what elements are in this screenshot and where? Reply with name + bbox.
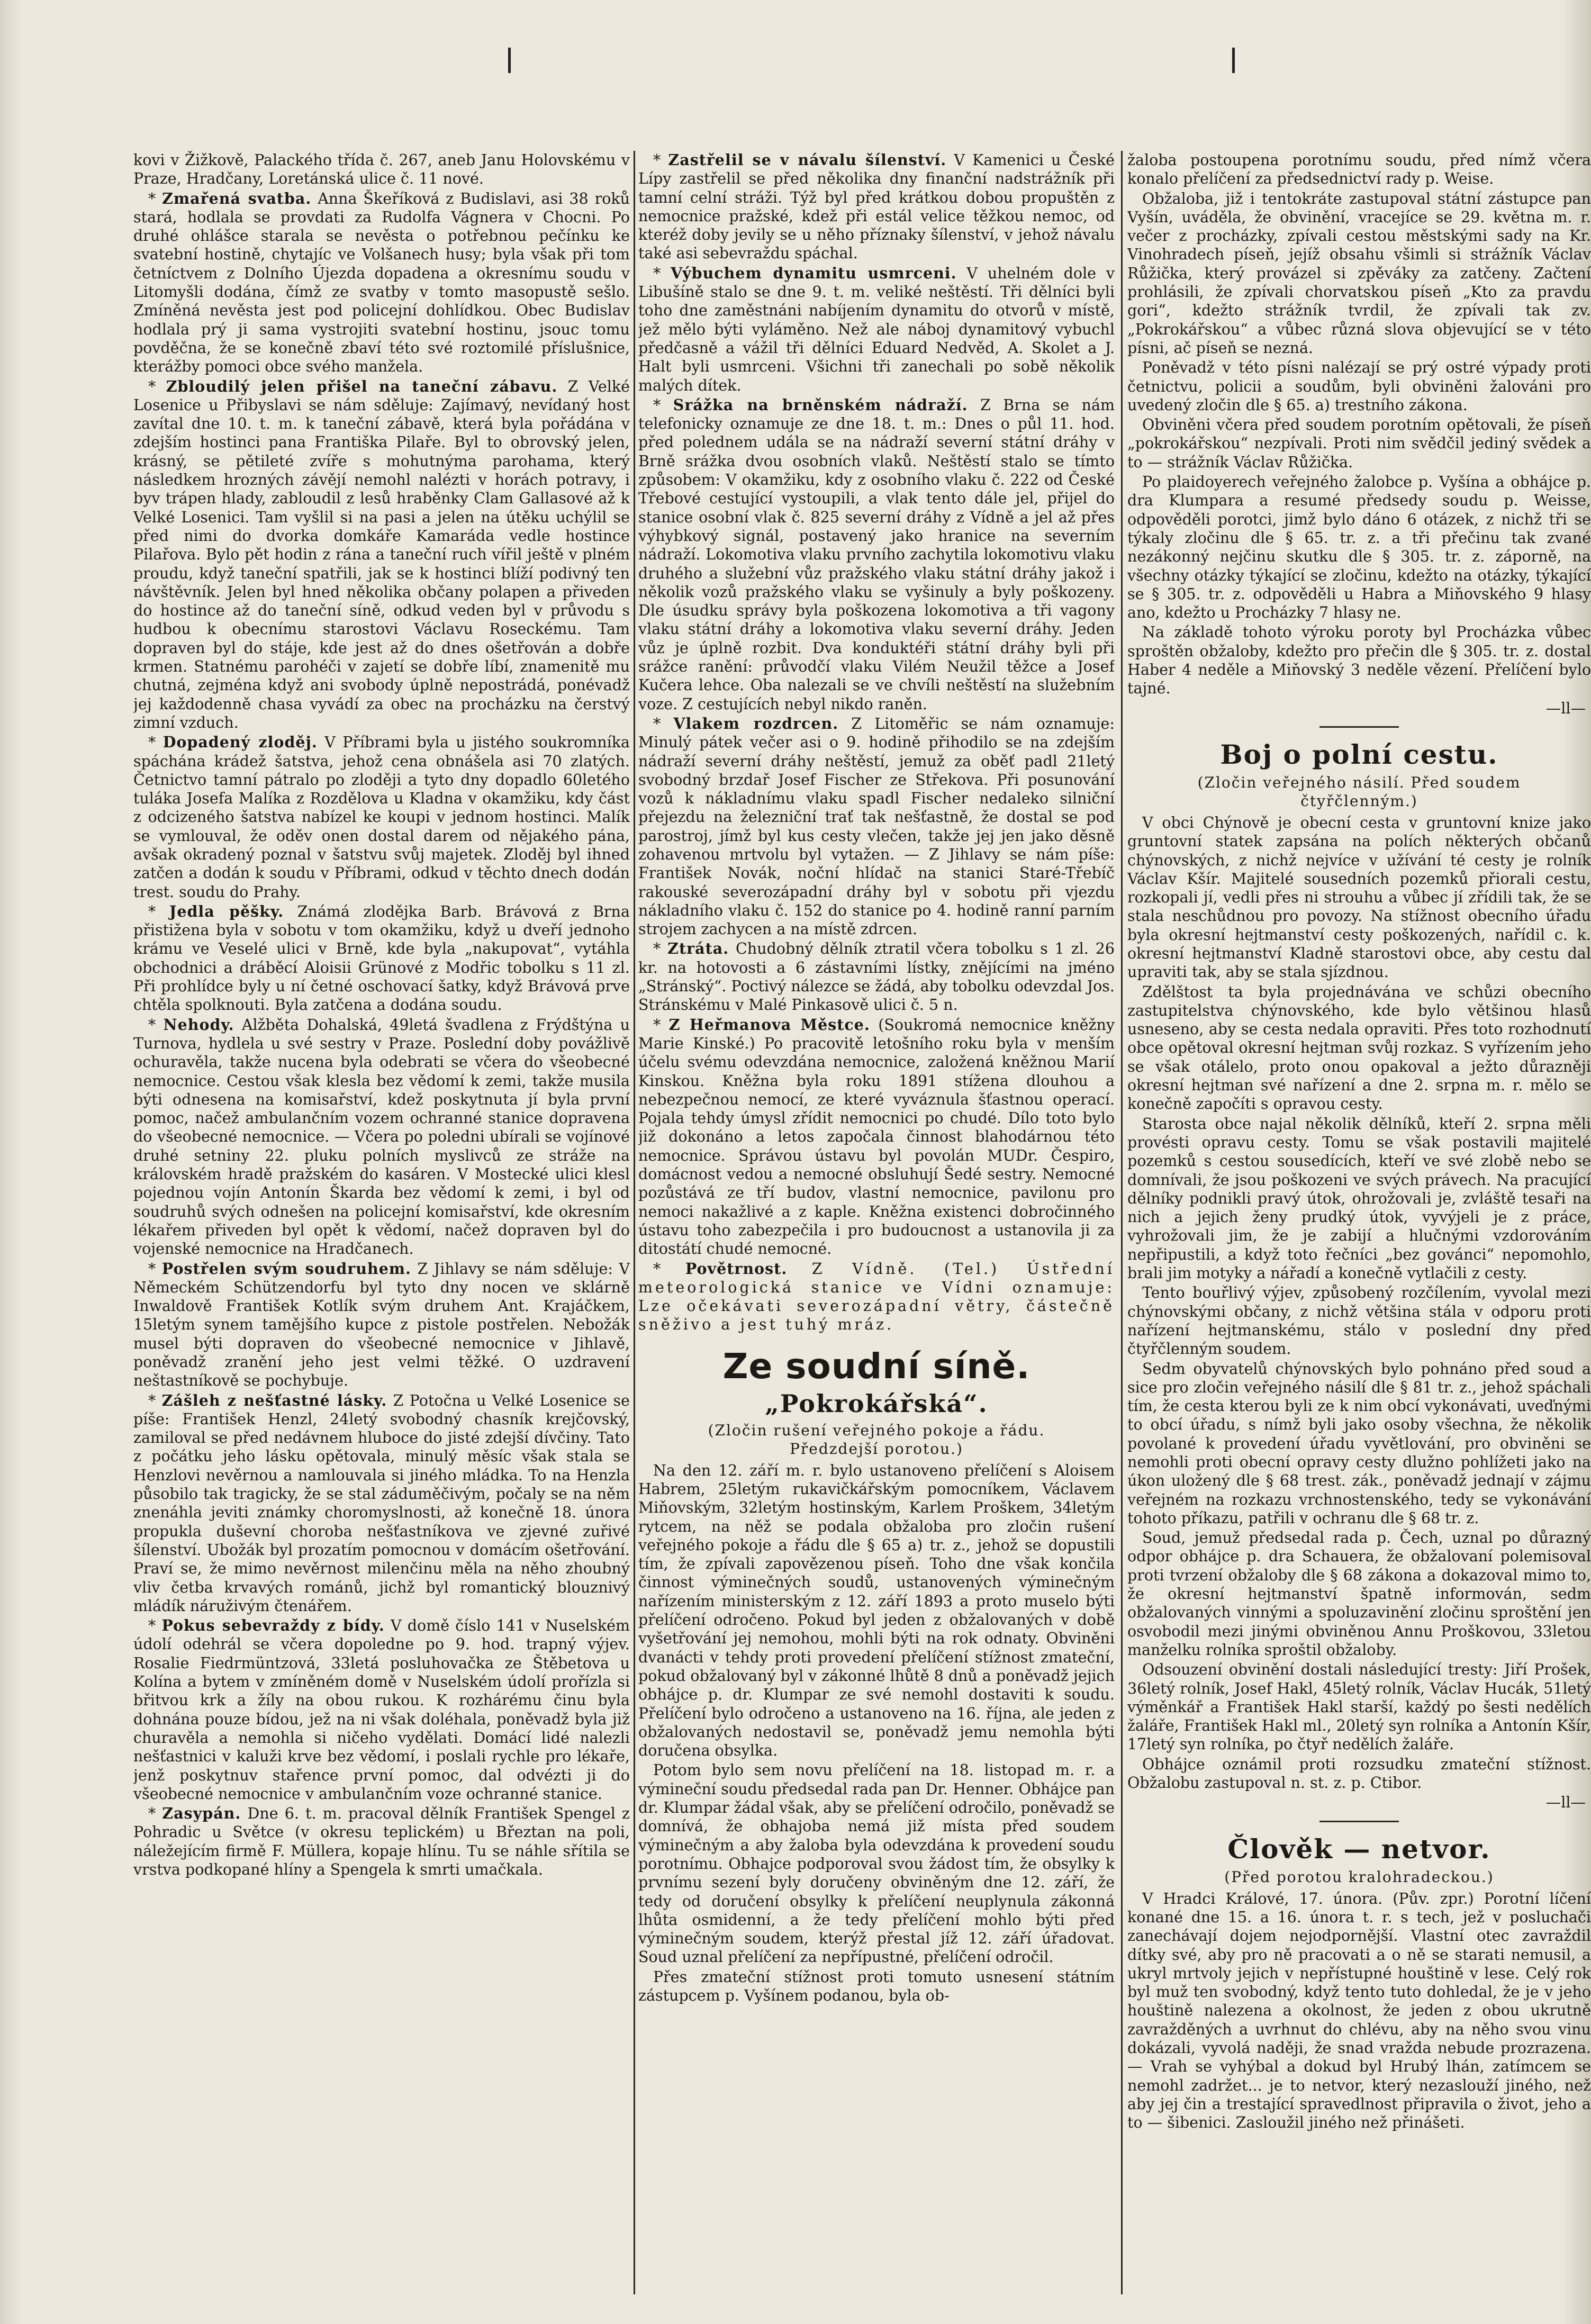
court-report-paragraph: Sedm obyvatelů chýnovských bylo pohnáno před soud a sice pro zločin veřejného násilí dle § 81 tr. z., jehož spáchali tím, že cesta kterou byli ze k nim obcí vykonávati, uveďnými to obcí úřadu, s nímž byli jako osoby všechna, že několik povolané k provedení úřadu vyvětlování, pro obviněni se nemohli proti obecní opravy cesty dlužno pohlížeti jako na úkon uložený dle § 68 trest. zák., poněvadž jednají v zájmu veřejném na rozkazu vrchnostenského, tedy se vykonávání tohoto příkazu, patřili v ochranu dle § 68 tr. z.: [1127, 1360, 1591, 1527]
author-signature: —ll—: [1545, 1794, 1586, 1812]
column-1-articles: [133, 189, 630, 1879]
news-item-heading: Nehody.: [163, 1015, 234, 1034]
news-item-text: Alžběta Dohalská, 49letá švadlena z Frýdštýna u Turnova, hydlela u své sestry v Praze. Poslední doby povážlivě ochuravěla, takže nucena byla odebrati se včera do všeobecné nemocnice. Cestou však klesla bez vědomí k zemi, takže musila býti odnesena na komisařství, kdež poskytnuta jí byla první pomoc, načež ambulančním vozem ochranné stanice dopravena do všeobecné nemocnice. — Včera po poledni ubírali se vojínové druhé setniny 22. pluku polních myslivců ze stráže na královském hradě pražském do kasáren. V Mostecké ulici klesl pojednou vojín Antonín Škarda bez vědomí k zemi, i byl od soudruhů svých odnešen na policejní komisařství, kde okresním lékařem přiveden byl opět k vědomí, načež dopraven byl do vojenské nemocnice na Hradčanech.: [133, 1016, 630, 1258]
news-item: * Zbloudilý jelen přišel na taneční zábavu. Z Velké Losenice u Přibyslavi se nám sděluje: Zajímavý, nevídaný host zavítal dne 10. t. m. k taneční zábavě, která byla pořádána v zdejším hostinci pana Františka Pilaře. Byl to obrovský jelen, krásný, se pětileté zvíře s mohutnýma parohama, který následkem hrozných závějí nemohl nalézti v horách potravy, i byv trápen hlady, zabloudil z lesů hraběnky Clam Gallasové až k Velké Losenici. Tam vyšlil si na pasi a jelen na útěku uchýlil se před nimi do dvorka domkáře Kamaráda vedle hostince Pilařova. Bylo pět hodin z rána a taneční ruch vířil ještě v plném proudu, když taneční spatřili, jak se k hostinci blíží podivný ten návštěvník. Jelen byl hned několika občany polapen a přiveden do hostince až do taneční síně, odkud veden byl v průvodu s hudbou k obecnímu starostovi Václavu Roseckému. Tam dopraven byl do stáje, kde jest až do dnes ošetřován a dobře krmen. Statnému parohéči v zajetí se dobře líbí, znamenitě mu chutná, zejména když ani svobody úplně nepostrádá, ponévadž jej každodenně chasa vyvádí za obec na procházku na čerstvý zimní vzduch.: [133, 377, 630, 731]
news-item: * Ztráta. Chudobný dělník ztratil včera tobolku s 1 zl. 26 kr. na hotovosti a 6 zástavními lístky, znějícími na jméno „Stránský“. Poctivý nálezce se žádá, aby tobolku odevzdal Jos. Stránskému v Malé Pinkasově ulici č. 5 n.: [638, 939, 1115, 1014]
court-report-paragraph: Poněvadž v této písni nalézají se prý ostré výpady proti četnictvu, policii a soudům, byli obviněni žalováni pro uvedený zločin dle § 65. a) trestního zákona.: [1127, 359, 1591, 414]
news-item-text: Z Litoměřic se nám oznamuje: Minulý pátek večer asi o 9. hodině přihodilo se na zdejším nádraží severní dráhy neštěstí, jemuž za oběť padl 21letý svobodný brzdař Josef Fischer ze Střekova. Při posunování vozů k nákladnímu vlaku spadl Fischer nedaleko silniční přejezdu na železniční trať tak nešťastně, že dostal se pod parostroj, jímž byl kus cesty vlečen, takže jej jen jako děsně zohavenou mrtvolu byl vytažen. — Z Jihlavy se nám píše: František Novák, noční hlídač na stanici Staré-Třebíč rakouské severozápadní dráhy byl v sobotu při vjezdu nákladního vlaku č. 152 do stanice po 4. hodině ranní parním strojem zachycen a na místě zdrcen.: [638, 715, 1115, 938]
court-report-paragraph: Zdělštost ta byla projednávána ve schůzi obecního zastupitelstva chýnovského, kde bylo většinou hlasů usneseno, aby se cesta nedala opraviti. Přes toto rozhodnutí obce opětoval okresní hejtman svůj rozkaz. S vyřízením jeho se však otálelo, proto onou opakoval a ježto důrazněji okresní hejtman své nařízení a dne 2. srpna m. r. mělo se konečně započíti s opravou cesty.: [1127, 983, 1591, 1113]
column-2: [638, 151, 1115, 2278]
news-item: * Srážka na brněnském nádraží. Z Brna se nám telefonicky oznamuje ze dne 18. t. m.: Dnes o půl 11. hod. před polednem udála se na nádraží severní státní dráhy v Brně srážka dvou osobních vlaků. Neštěstí stalo se tímto způsobem: V okamžiku, kdy z osobního vlaku č. 222 od České Třebové cestující vystoupili, a vlak tento dále jel, přijel do stanice osobní vlak č. 825 severní dráhy z Vídně a jel až přes výhybkový signál, postavený jako hranice na severním nádraží. Lokomotiva vlaku prvního zachytila lokomotivu vlaku druhého a služební vůz pražského vlaku státní dráhy jakož i několik vozů pražského vlaku se vyšinuly a byly poškozeny. Dle úsudku správy byla poškozena lokomotiva a tři vagony vlaku státní dráhy a lokomotiva vlaku severní dráhy. Jeden vůz je úplně rozbit. Dva konduktéři státní dráhy byli při srážce ranění: průvodčí vlaku Vilém Neužil těžce a Josef Kučera lehce. Oba nalezali se ve chvíli neštěstí na služebním voze. Z cestujících nebyl nikdo raněn.: [638, 395, 1115, 713]
margin-mark: [508, 48, 511, 73]
court-report-paragraph: Na základě tohoto výroku poroty byl Procházka vůbec sproštěn obžaloby, kdežto pro přečin dle § 305. tr. z. dostal Haber 4 neděle a Miňovský 3 neděle vězení. Přelíčení bylo tajné.: [1127, 623, 1591, 698]
divider: [1319, 1821, 1399, 1822]
section-title: Boj o polní cestu.: [1220, 738, 1498, 770]
section-caption: (Zločin rušení veřejného pokoje a řádu.: [708, 1421, 1045, 1439]
news-item-heading: Ztráta.: [667, 939, 729, 958]
news-item-heading: Vlakem rozdrcen.: [673, 714, 839, 733]
court-report-paragraph: V Hradci Králové, 17. února. (Pův. zpr.) Porotní líčení konané dne 15. a 16. února t. r. s tech, jež v posluchači zanechávají dojem nejodpornější. Vlastní otec zavraždil dítky své, aby pro ně pracovati a o ně se starati nemusil, a ukryl mrtvoly jejich v nepřístupné houštině v lese. Celý rok byl muž ten svobodný, když tento tuto dohledal, že je v jeho houštině nalezena a okolnost, že jeden z obou ukrutně zavražděných a uvrhnut do chlévu, aby na něho svou vinu dokázali, vyvolá naději, že snad vražda nebude prozrazena. — Vrah se vyhýbal a dokud byl Hrubý lhán, zatímcem se nemohl zadržet... je to netvor, který nezaslouží jiného, než aby jej čin a trestající spravedlnost připravila o život, jeho a to — šibenici. Zasloužil jiného než přinášeti.: [1127, 1889, 1591, 2132]
news-item: * Postřelen svým soudruhem. Z Jihlavy se nám sděluje: V Německém Schützendorfu byl tyto dny nocen ve sklárně Inwaldově František Kotlík svým druhem Ant. Krajáčkem, 15letým synem tamějšího kupce z pistole postřelen. Nebožák musel býti dopraven do všeobecné nemocnice v Jihlavě, poněvadž zranění jeho jest velmi těžké. O uzdravení neštastníkově se pochybuje.: [133, 1259, 630, 1390]
author-signature: —ll—: [1545, 699, 1586, 717]
column-rule: [1121, 151, 1123, 2294]
news-item-heading: Zmařená svatba.: [162, 189, 312, 207]
news-item-text: Z Jihlavy se nám sděluje: V Německém Schützendorfu byl tyto dny nocen ve sklárně Inwaldově František Kotlík svým druhem Ant. Krajáčkem, 15letým synem tamějšího kupce z pistole postřelen. Nebožák musel býti dopraven do všeobecné nemocnice v Jihlavě, poněvadž zranění jeho jest velmi těžké. O uzdravení neštastníkově se pochybuje.: [133, 1260, 630, 1390]
court-report-paragraph: Potom bylo sem novu přelíčení na 18. listopad m. r. a výmineční soudu předsedal rada pan Dr. Henner. Obhájce pan dr. Klumpar žádal však, aby se přelíčení odročilo, poněvadž se domnívá, že obhajoba nemá již místa před soudem výminečným a aby žaloba byla odevzdána k provedení soudu porotnímu. Obhajce podporoval svou žádost tím, že obsylky k prvnímu sezení byly doručeny obviněným dne 12. září, že tedy od doručení obsylky k přelíčení neuplynula zákonná lhůta osmidenní, a že tedy přelíčení mohlo býti před výminečným soudem, kterýž přestal jíž 12. září úřadovat. Soud uznal přelíčení za nepřípustné, přelíčení odročil.: [638, 1761, 1115, 1966]
court-report-paragraph: Starosta obce najal několik dělníků, kteří 2. srpna měli provésti opravu cesty. Tomu se však postavili majitelé pozemků s cestou sousedících, kteří ve své zlobě nebo se domnívali, že jsou poškozeni ve svých právech. Na pracující dělníky podnikli pravý útok, ohrožovali je, zvláště tesaři na nich a jejich ženy prudký útok, vyvýjeli je z práce, vyhrožovali jim, že je zabijí a hlučnými vzdorováním nepřipustili, a když toto řečníci „bez govánci“ nepomohlo, brali jim motyky a nářadí a konečně vytlačili z cesty.: [1127, 1115, 1591, 1282]
news-item-heading: Zastřelil se v návalu šílenství.: [668, 151, 947, 169]
court-report-paragraph: Přes zmateční stížnost proti tomuto usnesení státním zástupcem p. Vyšínem podanou, byla ob-: [638, 1968, 1115, 2005]
news-item: * Nehody. Alžběta Dohalská, 49letá švadlena z Frýdštýna u Turnova, hydlela u své sestry v Praze. Poslední doby povážlivě ochuravěla, takže nucena byla odebrati se včera do všeobecné nemocnice. Cestou však klesla bez vědomí k zemi, takže musila býti odnesena na komisařství, kdež poskytnuta jí byla první pomoc, načež ambulančním vozem ochranné stanice dopravena do všeobecné nemocnice. — Včera po poledni ubírali se vojínové druhé setniny 22. pluku polních myslivců ze stráže na královském hradě pražském do kasáren. V Mostecké ulici klesl pojednou vojín Antonín Škarda bez vědomí k zemi, i byl od soudruhů svých odnešen na policejní komisařství, kde okresním lékařem přiveden byl opět k vědomí, načež dopraven byl do vojenské nemocnice na Hradčanech.: [133, 1015, 630, 1258]
article-continuation: kovi v Žižkově, Palackého třída č. 267, aneb Janu Holovskému v Praze, Hradčany, Loretánská ulice č. 11 nové.: [133, 151, 630, 188]
section-caption: čtyřčlenným.): [1300, 792, 1418, 810]
news-item-heading: Zášleh z nešťastné lásky.: [161, 1391, 387, 1409]
news-item-heading: Pokus sebevraždy z bídy.: [161, 1616, 385, 1635]
news-item-text: Z Potočna u Velké Losenice se píše: František Henzl, 24letý svobodný chasník krejčovský, zamiloval se před nedávnem hluboce do jisté zdejší dívčiny. Tato z počátku jeho lásku opětovala, minulý měsíc však stala se Henzlovi nevěrnou a namlouvala si jiného mládka. To na Henzla působilo tak tragicky, že se stal záduměčivým, počaly se na něm znenáhla jeviti známky choromyslnosti, až konečně 18. února propukla duševní choroba nešťastníkova ve zjevné zuřivé šílenství. Ubožák byl prozatím pomocnou v domácím ošetřování. Praví se, že mimo nevěrnost milenčinu měla na něho zhoubný vliv četba krvavých románů, jichž byl romantický blouznivý mládík náruživým čtenářem.: [133, 1391, 630, 1615]
news-item: * Pokus sebevraždy z bídy. V domě číslo 141 v Nuselském údolí odehrál se včera dopoledne po 9. hod. trapný výjev. Rosalie Fiedrmüntzová, 33letá posluhovačka ze Štěbetova u Kolína a bytem v zmíněném domě v Nuselském údolí prořízla si břitvou krk a žíly na obou rukou. K rozhárému činu byla dohnána pouze bídou, jež na ni však doléhala, poněvadž byla již churavěla a nemohla si ničeho vydělati. Domácí lidé nalezli nešťastnici v kaluži krve bez vědomí, i poslali rychle pro lékaře, jenž poskytnuv stařence první pomoc, dal odvézti ji do všeobecné nemocnice v ambulančním voze ochranné stanice.: [133, 1616, 630, 1803]
news-item-heading: Povětrnost.: [685, 1259, 788, 1278]
news-item-heading: Srážka na brněnském nádraží.: [673, 395, 968, 414]
news-item-heading: Zbloudilý jelen přišel na taneční zábavu.: [166, 377, 558, 395]
court-report-paragraph: Tento bouřlivý výjev, způsobený rozčílením, vyvolal mezi chýnovskými občany, z nichž většina stála v odporu proti nařízení hejtmanskému, stálo v poslední dny před čtyřčlenným soudem.: [1127, 1284, 1591, 1358]
news-item-heading: Postřelen svým soudruhem.: [161, 1259, 411, 1278]
news-item-heading: Výbuchem dynamitu usmrceni.: [671, 264, 957, 282]
section-caption: (Před porotou kralohradeckou.): [1224, 1868, 1494, 1886]
news-item-text: Známá zlodějka Barb. Brávová z Brna přistižena byla v sobotu v tom okamžiku, když u dveří jednoho krámu ve Veselé ulici v Brně, kde byla „nakupovat“, vytáhla obchodnici a dráběcí Aloisii Grünové z Modřic tobolku s 11 zl. Při prohlídce byly u ní četné oschovací šatky, když Brávová prve chtěla spolknouti. Byla zatčena a dodána soudu.: [133, 902, 630, 1014]
news-item-heading: Jedla pěšky.: [169, 902, 284, 920]
news-item-text: (Soukromá nemocnice kněžny Marie Kinské.) Po pracovitě letošního roku byla v menším účelu svému odevzdána nemocnice, založená kněžnou Marií Kinskou. Kněžna byla roku 1891 stížena dlouhou a nebezpečnou nemocí, ze které vyváznula šťastnou operací. Pojala tehdy úmysl zřídit nemocnici po chudé. Dílo toto bylo již dokonáno a letos započala činnost blahodárnou této nemocnice. Správou ústavu byl povolán MUDr. Čespiro, domácnost vedou a nemocné obsluhují Šedé sestry. Nemocné pozůstává ze tří budov, vlastní nemocnice, pavilonu pro nemoci nakažlivé a z kaple. Kněžna existenci dobročinného ústavu toho zabezpečila i pro budoucnost a ustanovila ji za ditostátí chudé nemocné.: [638, 1016, 1115, 1258]
margin-mark: [1232, 48, 1235, 73]
news-item-text: V domě číslo 141 v Nuselském údolí odehrál se včera dopoledne po 9. hod. trapný výjev. Rosalie Fiedrmüntzová, 33letá posluhovačka ze Štěbetova u Kolína a bytem v zmíněném domě v Nuselském údolí prořízla si břitvou krk a žíly na obou rukou. K rozhárému činu byla dohnána pouze bídou, jež na ni však doléhala, poněvadž byla již churavěla a nemohla si ničeho vydělati. Domácí lidé nalezli nešťastnici v kaluži krve bez vědomí, i poslali rychle pro lékaře, jenž poskytnuv stařence první pomoc, dal odvézti ji do všeobecné nemocnice v ambulančním voze ochranné stanice.: [133, 1617, 630, 1803]
court-report-paragraph: Soud, jemuž předsedal rada p. Čech, uznal po důrazný odpor obhájce p. dra Schauera, že obžalovaní polemisoval proti tvrzení obžaloby dle § 68 zákona a dokazoval mimo to, že okresní hejtmanství špatně informován, sedm obžalovaných vinnými a spoluzavinění zločinu sproštění jen osvobodil mezi jinými obviněnou Annu Proškovou, 33letou manželku rolníka sproštil obžaloby.: [1127, 1529, 1591, 1659]
news-item-text: V uhelném dole v Libušíně stalo se dne 9. t. m. veliké neštěstí. Tři dělníci byli toho dne zaměstnáni nabíjením dynamitu do otvorů v místě, jež mělo býti vyláměno. Než ale náboj dynamitový vybuchl předčasně a vážil tři dělníci Eduard Nedvěd, A. Skolet a J. Halt byli usmrceni. Všichni tři zanechali po sobě několik malých dítek.: [638, 264, 1115, 394]
news-item: * Zmařená svatba. Anna Škeříková z Budislavi, asi 38 roků stará, hodlala se provdati za Rudolfa Vágnera v Chocni. Po druhé ohlášce starala se nevěsta o potřebnou pečínku ke svatební hostině, chytajíc ve Volšanech husy; byla však při tom četníctvem z Dolního Újezda dopadena a okresnímu soudu v Litomyšli dodána, čímž ze svatby v tomto masopustě sešlo. Zmíněná nevěsta jest pod policejní dohlídkou. Obec Budislav hodlala prý ji sama vystrojiti svatební hostinu, jsouc tomu povděčna, že se konečně zbaví této své roztomilé příslušnice, kterážby pomoci obce svého manžela.: [133, 189, 630, 376]
court-report-paragraph: žaloba postoupena porotnímu soudu, před nímž včera konalo přelíčení za předsednictví rady p. Weise.: [1127, 151, 1591, 188]
news-item-heading: Z Heřmanova Městce.: [668, 1015, 870, 1034]
column-3: [1127, 151, 1591, 2278]
news-item: * Povětrnost. Z Vídně. (Tel.) Ústřední meteorologická stanice ve Vídni oznamuje: Lze očekávati severozápadní větry, částečně sněživo a jest tuhý mráz.: [638, 1259, 1115, 1334]
news-item: * Jedla pěšky. Známá zlodějka Barb. Brávová z Brna přistižena byla v sobotu v tom okamžiku, když u dveří jednoho krámu ve Veselé ulici v Brně, kde byla „nakupovat“, vytáhla obchodnici a dráběcí Aloisii Grünové z Modřic tobolku s 11 zl. Při prohlídce byly u ní četné oschovací šatky, když Brávová prve chtěla spolknouti. Byla zatčena a dodána soudu.: [133, 902, 630, 1014]
top-margin-marks: [0, 37, 1591, 79]
section-title: Ze soudní síně.: [722, 1345, 1030, 1387]
news-item-text: Dne 6. t. m. pracoval dělník František Spengel z Pohradic u Světce (v okresu teplickém) u Březtan na poli, náležejícím firmě F. Müllera, kopaje hlínu. Tu se náhle sřítila se vrstva podkopané hlíny a Spengela k smrti umačkala.: [133, 1805, 630, 1879]
news-item-heading: Dopadený zloděj.: [162, 733, 318, 752]
news-item: * Zasypán. Dne 6. t. m. pracoval dělník František Spengel z Pohradic u Světce (v okresu teplickém) u Březtan na poli, náležejícím firmě F. Müllera, kopaje hlínu. Tu se náhle sřítila se vrstva podkopané hlíny a Spengela k smrti umačkala.: [133, 1804, 630, 1879]
court-report-paragraph: V obci Chýnově je obecní cesta v gruntovní knize jako gruntovní statek zapsána na polích některých občanů chýnovských, z nichž nejvíce v užívání té cesty je rolník Václav Kšír. Majitelé sousedních pozemků přiorali cestu, rozkopali jí, vedli přes ni strouhu a vůbec jí zřídili tak, že se stala neschůdnou pro povozy. Na stížnost obecního úřadu byla okresní hejtmanství cesty poškozených, nařídil c. k. okresní hejtmanství Kladně starostovi obce, aby cestu dal upraviti tak, aby se stala sjízdnou.: [1127, 813, 1591, 981]
section-caption: Předzdejší porotou.): [790, 1440, 963, 1458]
news-item-text: Anna Škeříková z Budislavi, asi 38 roků stará, hodlala se provdati za Rudolfa Vágnera v Chocni. Po druhé ohlášce starala se nevěsta o potřebnou pečínku ke svatební hostině, chytajíc ve Volšanech husy; byla však při tom četníctvem z Dolního Újezda dopadena a okresnímu soudu v Litomyšli dodána, čímž ze svatby v tomto masopustě sešlo. Zmíněná nevěsta jest pod policejní dohlídkou. Obec Budislav hodlala prý ji sama vystrojiti svatební hostinu, jsouc tomu povděčna, že se konečně zbaví této své roztomilé příslušnice, kterážby pomoci obce svého manžela.: [133, 189, 630, 376]
column-rule: [634, 151, 635, 2294]
news-item-text: Chudobný dělník ztratil včera tobolku s 1 zl. 26 kr. na hotovosti a 6 zástavními lístky, znějícími na jméno „Stránský“. Poctivý nálezce se žádá, aby tobolku odevzdal Jos. Stránskému v Malé Pinkasově ulici č. 5 n.: [638, 940, 1115, 1014]
news-item: * Zášleh z nešťastné lásky. Z Potočna u Velké Losenice se píše: František Henzl, 24letý svobodný chasník krejčovský, zamiloval se před nedávnem hluboce do jisté zdejší dívčiny. Tato z počátku jeho lásku opětovala, minulý měsíc však stala se Henzlovi nevěrnou a namlouvala si jiného mládka. To na Henzla působilo tak tragicky, že se stal záduměčivým, počaly se na něm znenáhla jeviti známky choromyslnosti, až konečně 18. února propukla duševní choroba nešťastníkova ve zjevné zuřivé šílenství. Ubožák byl prozatím pomocnou v domácím ošetřování. Praví se, že mimo nevěrnost milenčinu měla na něho zhoubný vliv četba krvavých románů, jichž byl romantický blouznivý mládík náruživým čtenářem.: [133, 1391, 630, 1615]
court-report-paragraph: Obviněni včera před soudem porotním opětovali, že píseň „pokrokářskou“ nezpívali. Proti nim svědčil jediný svědek a to — strážník Václav Růžička.: [1127, 416, 1591, 471]
news-item-text: V Kamenici u České Lípy zastřelil se před několika dny finanční nadstrážník při tamní celní stráži. Týž byl před krátkou dobou propuštěn z nemocnice pražské, kdež při estál velice těžkou nemoc, od kteréž doby jevily se u něho příznaky šílenství, v jehož návalu také asi sebevraždu spáchal.: [638, 151, 1115, 263]
section-caption: (Zločin veřejného násilí. Před soudem: [1197, 773, 1521, 791]
news-item-text: V Příbrami byla u jistého soukromníka spáchána krádež šatstva, jehož cena obnášela asi 70 zlatých. Četnictvo tamní pátralo po zloději a tyto dny dopadlo 60letého tuláka Josefa Malíka z Rozdělova u Kladna v okamžiku, kdy část z odcizeného šatstva nabízel ke koupi v jednom hostinci. Malík se vymlouval, že oděv onen dostal darem od nějakého pána, avšak okradený poznal v šatstvu svůj majetek. Zloděj byl ihned zatčen a dodán k soudu v Příbrami, odkud v těchto dnech dodán trest. soudu do Prahy.: [133, 734, 630, 901]
news-item: * Z Heřmanova Městce. (Soukromá nemocnice kněžny Marie Kinské.) Po pracovitě letošního roku byla v menším účelu svému odevzdána nemocnice, založená kněžnou Marií Kinskou. Kněžna byla roku 1891 stížena dlouhou a nebezpečnou nemocí, ze které vyváznula šťastnou operací. Pojala tehdy úmysl zřídit nemocnici po chudé. Dílo toto bylo již dokonáno a letos započala činnost blahodárnou této nemocnice. Správou ústavu byl povolán MUDr. Čespiro, domácnost vedou a nemocné obsluhují Šedé sestry. Nemocné pozůstává ze tří budov, vlastní nemocnice, pavilonu pro nemoci nakažlivé a z kaple. Kněžna existenci dobročinného ústavu toho zabezpečila i pro budoucnost a ustanovila ji za ditostátí chudé nemocné.: [638, 1015, 1115, 1258]
court-report-paragraph: Obžaloba, již i tentokráte zastupoval státní zástupce pan Vyšín, uváděla, že obvinění, vracejíce se 29. května m. r. večer z procházky, zpívali cestou městskými sady na Kr. Vinohradech píseň, jejíž obsahu všimli si strážník Václav Růžička, který provázel si zpěváky za zatčeny. Začtení prohlásili, že zpívali chorvatskou píseň „Kto za pravdu gori“, kdežto strážník tvrdil, že zpívali tak zv. „Pokrokářskou“ a vůbec různá slova objevující se v této písni, ač píseň se nezná.: [1127, 189, 1591, 357]
court-report-paragraph: Po plaidoyerech veřejného žalobce p. Vyšína a obhájce p. dra Klumpara a resumé předsedy soudu p. Weisse, odpověděli porotci, jimž bylo dáno 6 otázek, z nichž tři se týkaly zločinu dle § 65. tr. z. a tři přečinu tak zvané nezákonný nejčinu skutku dle § 305. tr. z. záporně, na všechny otázky týkající se zločinu, kdežto na otázky, týkající se § 305. tr. z. odpověděli u Habra a Miňovského 9 hlasy ano, kdežto u Procházky 7 hlasy ne.: [1127, 473, 1591, 622]
column-1: [133, 151, 630, 2278]
news-item-text: Z Velké Losenice u Přibyslavi se nám sděluje: Zajímavý, nevídaný host zavítal dne 10. t. m. k taneční zábavě, která byla pořádána v zdejším hostinci pana Františka Pilaře. Byl to obrovský jelen, krásný, se pětileté zvíře s mohutnýma parohama, který následkem hrozných závějí nemohl nalézti v horách potravy, i byv trápen hlady, zabloudil z lesů hraběnky Clam Gallasové až k Velké Losenici. Tam vyšlil si na pasi a jelen na útěku uchýlil se před nimi do dvorka domkáře Kamaráda vedle hostince Pilařova. Bylo pět hodin z rána a taneční ruch vířil ještě v plném proudu, když taneční spatřili, jak se k hostinci blíží podivný ten návštěvník. Jelen byl hned několika občany polapen a přiveden do hostince až do taneční síně, odkud veden byl v průvodu s hudbou k obecnímu starostovi Václavu Roseckému. Tam dopraven byl do stáje, kde jest až do dnes ošetřován a dobře krmen. Statnému parohéči v zajetí se dobře líbí, znamenitě mu chutná, zejména když ani svobody úplně nepostrádá, ponévadž jej každodenně chasa vyvádí za obec na procházku na čerstvý zimní vzduch.: [133, 377, 630, 731]
news-item: * Zastřelil se v návalu šílenství. V Kamenici u České Lípy zastřelil se před několika dny finanční nadstrážník při tamní celní stráži. Týž byl před krátkou dobou propuštěn z nemocnice pražské, kdež při estál velice těžkou nemoc, od kteréž doby jevily se u něho příznaky šílenství, v jehož návalu také asi sebevraždu spáchal.: [638, 151, 1115, 263]
news-item: * Výbuchem dynamitu usmrceni. V uhelném dole v Libušíně stalo se dne 9. t. m. veliké neštěstí. Tři dělníci byli toho dne zaměstnáni nabíjením dynamitu do otvorů v místě, jež mělo býti vyláměno. Než ale náboj dynamitový vybuchl předčasně a vážil tři dělníci Eduard Nedvěd, A. Skolet a J. Halt byli usmrceni. Všichni tři zanechali po sobě několik malých dítek.: [638, 264, 1115, 394]
section-title: Člověk — netvor.: [1227, 1833, 1491, 1865]
court-report-paragraph: Na den 12. září m. r. bylo ustanoveno přelíčení s Aloisem Habrem, 25letým rukavičkářským pomocníkem, Václavem Miňovským, 32letým hostinským, Karlem Proškem, 34letým rytcem, na něž se podala obžaloba pro zločin rušení veřejného pokoje a řádu dle § 65 a) tr. z., jehož se dopustili tím, že zpívali zapovězenou píseň. Toho dne však končila činnost výminečných soudů, ustanovených výminečným nařízením ministerským z 12. září 1893 a proto muselo býti přelíčení odročeno. Pokud byl jeden z obžalovaných v době vyšetřování jej nemohou, mohli býti na rok odnaty. Obviněni dvanácti v tehdy proti provedení přelíčení stížnost zmateční, pokud obžalovaný byl v zákonné lhůtě 8 dnů a poněvadž jejich obhájce p. dr. Klumpar ze své nemohl dostaviti k soudu. Přelíčení bylo odročeno a ustanoveno na 16. října, ale jeden z obžalovaných nedostavil se, poněvadž jemu nemohla býti doručena obsylka.: [638, 1461, 1115, 1760]
court-report-paragraph: Obhájce oznámil proti rozsudku zmateční stížnost. Obžalobu zastupoval n. st. z. p. Ctibor.: [1127, 1755, 1591, 1792]
news-item: * Vlakem rozdrcen. Z Litoměřic se nám oznamuje: Minulý pátek večer asi o 9. hodině přihodilo se na zdejším nádraží severní dráhy neštěstí, jemuž za oběť padl 21letý svobodný brzdař Josef Fischer ze Střekova. Při posunování vozů k nákladnímu vlaku spadl Fischer nedaleko silniční přejezdu na železniční trať tak nešťastně, že dostal se pod parostroj, jímž byl kus cesty vlečen, takže jej jen jako děsně zohavenou mrtvolu byl vytažen. — Z Jihlavy se nám píše: František Novák, noční hlídač na stanici Staré-Třebíč rakouské severozápadní dráhy byl v sobotu při vjezdu nákladního vlaku č. 152 do stanice po 4. hodině ranní parním strojem zachycen a na místě zdrcen.: [638, 714, 1115, 938]
court-report-paragraph: Odsouzení obvinění dostali následující tresty: Jiří Prošek, 36letý rolník, Josef Hakl, 45letý rolník, Václav Hucák, 51letý výměnkář a František Hakl starší, každý po šesti nedělích žaláře, František Hakl ml., 20letý syn rolníka a Antonín Kšír, 17letý syn rolníka, po čtyř nedělích žaláře.: [1127, 1661, 1591, 1753]
news-item-text: Z Vídně. (Tel.) Ústřední meteorologická stanice ve Vídni oznamuje: Lze očekávati severozápadní větry, částečně sněživo a jest tuhý mráz.: [638, 1260, 1115, 1334]
divider: [1319, 726, 1399, 728]
news-item-heading: Zasypán.: [162, 1804, 241, 1823]
news-item-text: Z Brna se nám telefonicky oznamuje ze dne 18. t. m.: Dnes o půl 11. hod. před polednem udála se na nádraží severní státní dráhy v Brně srážka dvou osobních vlaků. Neštěstí stalo se tímto způsobem: V okamžiku, kdy z osobního vlaku č. 222 od České Třebové cestující vystoupili, a vlak tento dále jel, přijel do stanice osobní vlak č. 825 severní dráhy z Vídně a jel až přes výhybkový signál, postavený jako hranice na severním nádraží. Lokomotiva vlaku prvního zachytila lokomotivu vlaku druhého a služební vůz pražského vlaku státní dráhy jakož i několik vozů pražského vlaku se vyšinuly a byly poškozeny. Dle úsudku správy byla poškozena lokomotiva a tři vagony vlaku státní dráhy a lokomotiva vlaku severní dráhy. Jeden vůz je úplně rozbit. Dva konduktéři státní dráhy byli při srážce ranění: průvodčí vlaku Vilém Neužil těžce a Josef Kučera lehce. Oba nalezali se ve chvíli neštěstí na služebním voze. Z cestujících nebyl nikdo raněn.: [638, 396, 1115, 713]
news-item: * Dopadený zloděj. V Příbrami byla u jistého soukromníka spáchána krádež šatstva, jehož cena obnášela asi 70 zlatých. Četnictvo tamní pátralo po zloději a tyto dny dopadlo 60letého tuláka Josefa Malíka z Rozdělova u Kladna v okamžiku, kdy část z odcizeného šatstva nabízel ke koupi v jednom hostinci. Malík se vymlouval, že oděv onen dostal darem od nějakého pána, avšak okradený poznal v šatstvu svůj majetek. Zloděj byl ihned zatčen a dodán k soudu v Příbrami, odkud v těchto dnech dodán trest. soudu do Prahy.: [133, 733, 630, 901]
section-subtitle: „Pokrokářská“.: [765, 1389, 988, 1418]
